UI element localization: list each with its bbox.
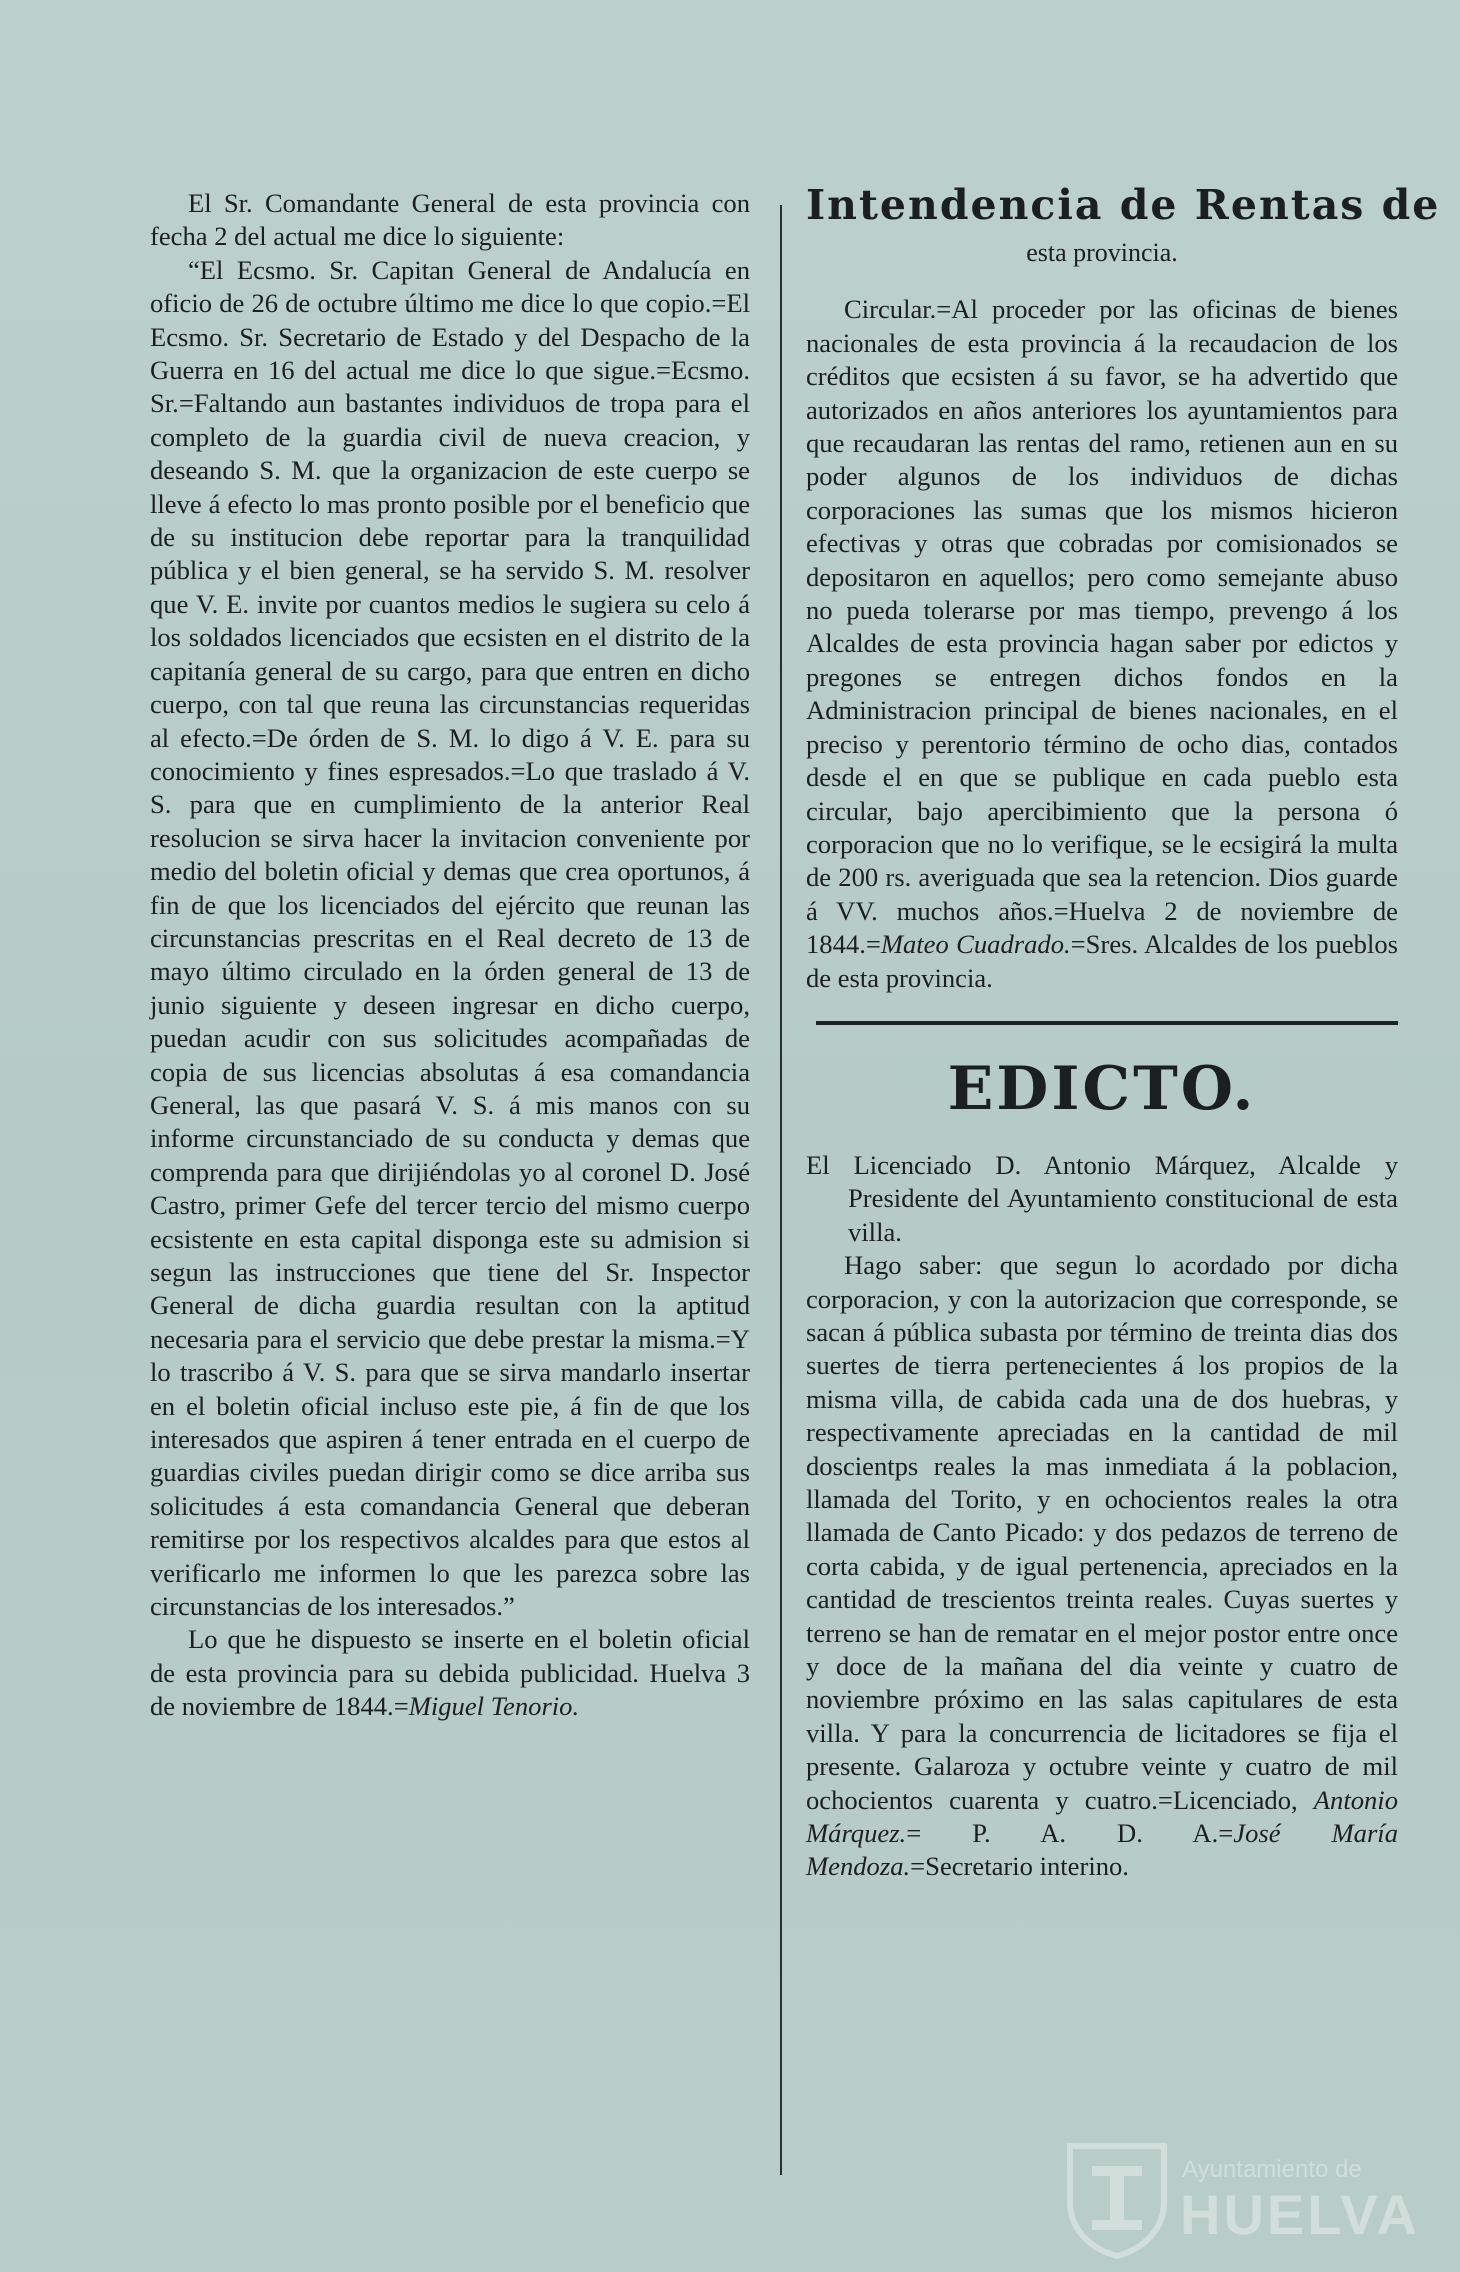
left-column — [150, 187, 750, 1724]
archive-watermark — [1062, 2140, 1420, 2260]
signature-marquez: Antonio Márquez. — [806, 1784, 1398, 1849]
watermark-line1: Ayuntamiento de — [1182, 2156, 1362, 2183]
signature-mendoza: José María Mendoza. — [806, 1818, 1398, 1882]
intendencia-title: Intendencia de Rentas de — [806, 181, 1441, 229]
edicto-tail: =Secretario interino. — [910, 1851, 1129, 1882]
edicto-pada: = P. A. D. A.= — [906, 1818, 1234, 1849]
signature-tenorio: Miguel Tenorio. — [408, 1691, 580, 1722]
circular-body: Circular.=Al proceder por las oficinas de bienes nacionales de esta provincia á la recaudacion de los créditos que ecsisten á su favor, se ha advertido que autorizados en años anteriores los ayuntamientos para que recaudaran las rentas del ramo, retienen aun en su poder algunos de los individuos de dichas corporaciones las sumas que los mismos hicieron efectivas y otras que cobradas por comisionados se depositaron en aquellos; pero como semejante abuso no pueda tolerarse por mas tiempo, prevengo á los Alcaldes de esta provincia hagan saber por edictos y pregones se entregen dichos fondos en la Administracion principal de bienes nacionales, en el preciso y perentorio término de ocho dias, contados desde el en que se publique en cada pueblo esta circular, bajo apercibimiento que la persona ó corporacion que no lo verifique, se le ecsigirá la multa de 200 rs. averiguada que sea la retencion. Dios guarde á VV. muchos años.=Huelva 2 de noviembre de 1844.= — [806, 294, 1398, 960]
comandancia-closing — [150, 1623, 750, 1723]
city-shield-icon — [1062, 2140, 1172, 2260]
closing-text: Lo que he dispuesto se inserte en el boletin oficial de esta provincia para su debida publicidad. Huelva 3 de noviembre de 1844.= — [150, 1624, 750, 1722]
right-column — [806, 180, 1441, 1884]
edicto-heading: EDICTO. — [947, 1053, 1257, 1124]
circular-tail: =Sres. Alcaldes de los pueblos de esta provincia. — [806, 929, 1398, 993]
comandancia-intro: El Sr. Comandante General de esta provincia con fecha 2 del actual me dice lo siguiente: — [150, 188, 750, 252]
watermark-line2: HUELVA — [1180, 2183, 1420, 2246]
signature-cuadrado: Mateo Cuadrado. — [880, 929, 1071, 960]
intendencia-subtitle: esta provincia. — [1026, 238, 1178, 267]
section-rule — [816, 1021, 1398, 1025]
column-divider — [780, 205, 782, 2175]
edicto-body — [806, 1249, 1398, 1884]
comandancia-body: “El Ecsmo. Sr. Capitan General de Andalucía en oficio de 26 de octubre último me dice lo que copio.=El Ecsmo. Sr. Secretario de Estado y del Despacho de la Guerra en 16 del actual me dice lo que sigue.=Ecsmo. Sr.=Faltando aun bastantes individuos de tropa para el completo de la guardia civil de nueva creacion, y deseando S. M. que la organizacion de este cuerpo se lleve á efecto lo mas pronto posible por el beneficio que de su institucion debe reportar para la tranquilidad pública y el bien general, se ha servido S. M. resolver que V. E. invite por cuantos medios le sugiera su celo á los soldados licenciados que ecsisten en el distrito de la capitanía general de su cargo, para que entren en dicho cuerpo, con tal que reuna las circunstancias requeridas al efecto.=De órden de S. M. lo digo á V. E. para su conocimiento y fines espresados.=Lo que traslado á V. S. para que en cumplimiento de la anterior Real resolucion se sirva hacer la invitacion conveniente por medio del boletin oficial y demas que crea oportunos, á fin de que los licenciados del ejército que reunan las circunstancias prescritas en el Real decreto de 13 de mayo último circulado en la órden general de 13 de junio siguiente y deseen ingresar en dicho cuerpo, puedan acudir con sus solicitudes acompañadas de copia de sus licencias absolutas á esa comandancia General, las que pasará V. S. á mis manos con su informe circunstanciado de su conducta y demas que comprenda para que dirijiéndolas yo al coronel D. José Castro, primer Gefe del tercer tercio del mismo cuerpo ecsistente en esta capital disponga este su admision si segun las instrucciones que tiene del Sr. Inspector General de dicha guardia resultan con la aptitud necesaria para el servicio que debe prestar la misma.=Y lo trascribo á V. S. para que se sirva mandarlo insertar en el boletin oficial incluso este pie, á fin de que los interesados que aspiren á tener entrada en el cuerpo de guardias civiles puedan dirigir como se dice arriba sus solicitudes á esta comandancia General que deberan remitirse por los respectivos alcaldes para que estos al verificarlo me informen lo que les parezca sobre las circunstancias de los interesados.” — [150, 254, 750, 1622]
edicto-text: Hago saber: que segun lo acordado por dicha corporacion, y con la autorizacion que corresponde, se sacan á pública subasta por término de treinta dias dos suertes de tierra pertenecientes á los propios de la misma villa, de cabida cada una de dos huebras, y respectivamente apreciadas en la cantidad de mil doscientps reales la mas inmediata á la poblacion, llamada del Torito, y en ochocientos reales la otra llamada de Canto Picado: y dos pedazos de terreno de corta cabida, y de igual pertenencia, apreciados en la cantidad de trescientos treinta reales. Cuyas suertes y terreno se han de rematar en el mejor postor entre once y doce de la mañana del dia veinte y cuatro de noviembre próximo en las salas capitulares de esta villa. Y para la concurrencia de licitadores se fija el presente. Galaroza y octubre veinte y cuatro de mil ochocientos cuarenta y cuatro.=Licenciado, — [806, 1250, 1398, 1815]
edicto-issuer: El Licenciado D. Antonio Márquez, Alcalde y Presidente del Ayuntamiento constitucional de esta villa. — [806, 1149, 1398, 1247]
circular-text — [806, 293, 1398, 995]
